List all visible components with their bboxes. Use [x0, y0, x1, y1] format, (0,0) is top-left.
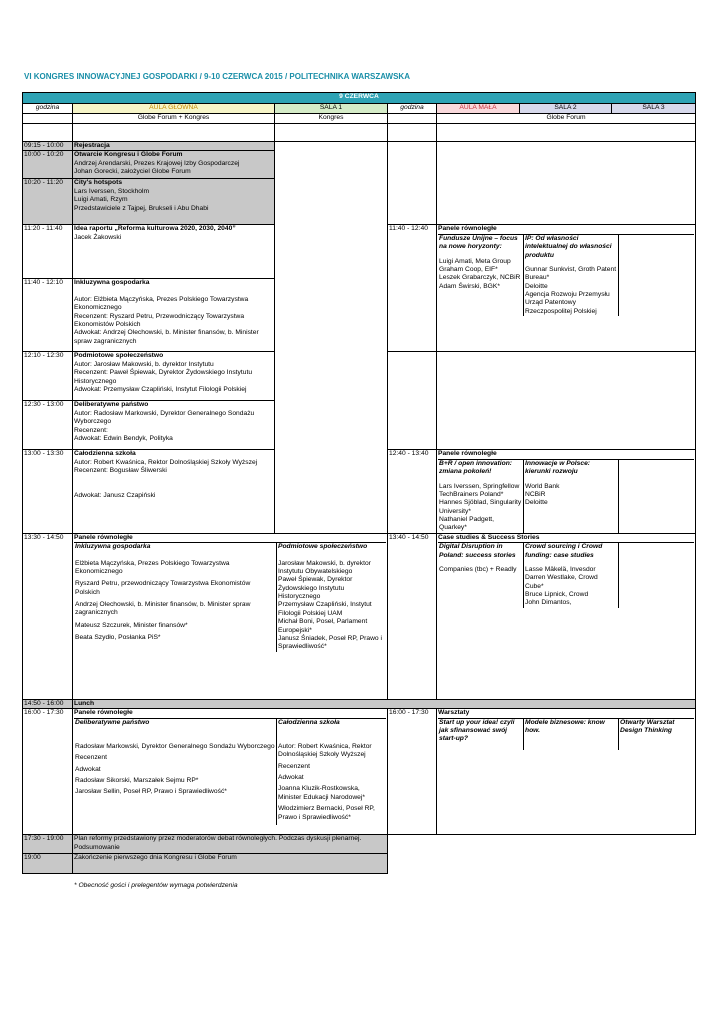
track-title: Fundusze Unijne – focus na nowe horyzonty:: [439, 234, 518, 251]
spacer: [75, 727, 275, 743]
time-cell: 16:00 - 17:30: [23, 709, 73, 835]
col-aula-mala: AULA MAŁA: [437, 104, 520, 114]
speaker-line: Gunnar Sunkvist, Groth Patent Bureau*: [525, 265, 617, 282]
speaker-line: Adwokat: [278, 774, 304, 781]
spacer: [75, 643, 275, 647]
speaker-line: NCBiR: [525, 490, 546, 498]
time-cell: 17:30 - 19:00: [23, 835, 73, 854]
session-line: Autor: Robert Kwaśnica, Rektor Dolnośląskiej Szkoły Wyższej: [74, 458, 258, 466]
speaker-line: Andrzej Olechowski, b. Minister finansów, b. Minister spraw zagranicznych: [75, 601, 251, 617]
speaker-line: Graham Coop, EIF*: [439, 265, 498, 273]
speaker-line: Jarosław Makowski, b. dyrektor Instytutu Obywatelskiego: [278, 559, 371, 575]
inner-columns: [74, 718, 386, 825]
speaker-line: Lasse Mäkelä, Invesdor: [525, 565, 596, 573]
speaker-line: Jarosław Sellin, Poseł RP, Prawo i Sprawiedliwość*: [75, 788, 227, 796]
spacer: [75, 797, 275, 800]
schedule-row: [23, 709, 696, 835]
session-title: Całodzienna szkoła: [74, 450, 136, 458]
speaker-line: Paweł Śpiewak, Dyrektor Żydowskiego Instytutu Historycznego: [278, 576, 353, 600]
panel1-block: [73, 533, 388, 699]
spacer: [75, 552, 275, 560]
session-line: Autor: Radosław Markowski, Dyrektor Generalnego Sondażu Wyborczego: [74, 409, 255, 426]
session-line: Adwokat: Janusz Czapiński: [74, 491, 156, 499]
session-line: Andrzej Arendarski, Prezes Krajowej Izby Gospodarczej: [74, 159, 240, 167]
schedule-row: [23, 114, 696, 124]
panel-b-block: [437, 450, 696, 533]
spacer: [74, 288, 273, 296]
speaker-line: Recenzent: [75, 754, 107, 762]
col-godzina-2: godzina: [388, 104, 437, 114]
speaker-line: Radosław Markowski, Dyrektor Generalnego Sondażu Wyborczego: [75, 742, 275, 750]
speaker-line: Adam Świrski, BGK*: [439, 282, 500, 290]
session-cell: [73, 142, 275, 151]
right-empty: [437, 142, 696, 225]
block-title: Panele równoległe: [438, 225, 497, 233]
panel1-right: [277, 543, 387, 652]
session-title: City's hotspots: [74, 179, 123, 187]
speaker-line: Lars Iverssen, Springfellow: [439, 482, 520, 490]
panel-a-block: [437, 225, 696, 352]
session-line: Recenzent:: [74, 426, 108, 434]
speaker-line: Bruce Lipnick, Crowd: [525, 591, 589, 598]
session-line: Lars Iverssen, Stockholm: [74, 187, 150, 195]
cell: [73, 124, 275, 142]
speaker-line: Hannes Sjöblad, Singularity University*: [439, 499, 522, 515]
lunch-label: Lunch: [73, 699, 696, 708]
session-line: Recenzent: Bogusław Śliwerski: [74, 467, 167, 475]
time-cell: 13:00 - 13:30: [23, 450, 73, 533]
session-line: Johan Gorecki, założyciel Globe Forum: [74, 168, 191, 176]
speaker-line: Adwokat: [75, 765, 101, 773]
col-aula-glowna: AULA GŁÓWNA: [73, 104, 275, 114]
track-title: Digital Disruption in Poland: success stories: [439, 543, 516, 559]
session-title: Inkluzywna gospodarka: [74, 279, 150, 287]
inner-col-1: [438, 543, 524, 608]
cell: [23, 124, 73, 142]
session-cell: [73, 401, 275, 450]
spacer: [278, 727, 385, 743]
track-title: IP: Od własności intelektualnej do własności produktu: [525, 234, 612, 259]
inner-col-1: [438, 459, 524, 533]
cell: [23, 114, 73, 124]
speaker-line: Autor: Robert Kwaśnica, Rektor Dolnośląskiej Szkoły Wyższej: [278, 742, 372, 759]
closing-text: Zakończenie pierwszego dnia Kongresu i Globe Forum: [73, 854, 388, 874]
panel2-right: [277, 718, 387, 825]
session-line: Adwokat: Andrzej Olechowski, b. Minister finansów, b. Minister spraw zagranicznych: [74, 329, 259, 345]
inner-col-3: [619, 543, 695, 608]
track-title: Całodzienna szkoła: [278, 718, 340, 726]
spacer: [278, 822, 385, 825]
sala1-empty: [275, 142, 388, 534]
col-sala2: SALA 2: [520, 104, 612, 114]
track-title: Innowacje w Polsce: kierunki rozwoju: [525, 459, 591, 476]
speaker-line: John Dimantos,: [525, 599, 572, 607]
subheader-left: Globe Forum + Kongres: [73, 114, 275, 124]
track-title: Crowd sourcing i Crowd funding: case studies: [525, 543, 603, 559]
panel2-left: [74, 718, 277, 825]
col-sala1: SALA 1: [275, 104, 388, 114]
inner-col-1: [438, 234, 524, 316]
session-line: Adwokat: Przemysław Czapliński, Instytut Filologii Polskiej: [74, 385, 247, 393]
right-empty: [437, 352, 696, 450]
session-cell: [73, 450, 275, 533]
speaker-line: Leszek Grabarczyk, NCBiR: [439, 274, 521, 282]
speaker-line: Agencja Rozwoju Przemysłu: [525, 291, 610, 298]
summary-text: Plan reformy przedstawiony przez moderatorów debat równoległych. Podczas dyskusji plenarnej. Podsumowanie: [73, 835, 388, 854]
spacer: [439, 744, 522, 750]
panel2-block: [73, 709, 388, 835]
cell: [275, 124, 388, 142]
speaker-line: Joanna Kluzik-Rostkowska, Minister Edukacji Narodowej*: [278, 785, 365, 801]
spacer: [74, 476, 273, 484]
speaker-line: Elżbieta Mączyńska, Prezes Polskiego Towarzystwa Ekonomicznego: [75, 559, 230, 575]
block-title: Panele równoległe: [438, 450, 497, 458]
speaker-line: Beata Szydło, Posłanka PiS*: [75, 634, 161, 642]
speaker-line: World Bank: [525, 482, 560, 490]
time-cell: 09:15 - 10:00: [23, 142, 73, 151]
inner-col-3: [619, 718, 695, 750]
inner-col-3: [619, 234, 695, 316]
session-cell: [73, 179, 275, 225]
right-bottom-empty: [388, 835, 696, 874]
schedule-row: [23, 124, 696, 142]
schedule-row: [23, 699, 696, 708]
track-title: Start up your idea! czyli jak sfinansować swój start-up?: [439, 718, 515, 743]
panel1-left: [74, 543, 277, 652]
time-cell: 13:40 - 14:50: [388, 533, 437, 699]
cell: [388, 114, 437, 124]
time-cell: 16:00 - 17:30: [388, 709, 437, 835]
session-title: Otwarcie Kongresu i Globe Forum: [74, 151, 183, 159]
cell: [388, 124, 437, 142]
workshops-block: [437, 709, 696, 835]
session-line: Recenzent: Ryszard Petru, Przewodniczący Towarzystwa Ekonomistów Polskich: [74, 312, 245, 328]
speaker-line: Companies (tbc) + Readly: [439, 565, 517, 573]
time-cell: 10:00 - 10:20: [23, 151, 73, 179]
spacer: [74, 484, 273, 492]
track-title: Inkluzywna gospodarka: [75, 543, 151, 551]
speaker-line: Recenzent: [278, 762, 310, 770]
session-title: Rejestracja: [74, 142, 110, 149]
inner-row: [438, 234, 694, 316]
time-cell: 12:30 - 13:00: [23, 401, 73, 450]
document-heading: VI KONGRES INNOWACYJNEJ GOSPODARKI / 9-10 CZERWCA 2015 / POLITECHNIKA WARSZAWSKA: [24, 72, 410, 81]
speaker-line: Luigi Amati, Meta Group: [439, 257, 511, 265]
col-sala3: SALA 3: [612, 104, 696, 114]
time-cell: 11:20 - 11:40: [23, 225, 73, 279]
col-godzina: godzina: [23, 104, 73, 114]
schedule-row: [23, 104, 696, 114]
inner-columns: [438, 234, 694, 316]
schedule-table: [22, 92, 696, 874]
session-line: Luigi Amati, Rzym: [74, 196, 128, 204]
block-title: Panele równoległe: [74, 709, 133, 717]
speaker-line: TechBrainers Poland*: [439, 490, 504, 498]
inner-col-2: [524, 543, 619, 608]
right-time-empty: [388, 352, 437, 450]
session-title: Idea raportu „Reforma kulturowa 2020, 2030, 2040”: [74, 225, 236, 233]
speaker-line: Janusz Śniadek, Poseł RP, Prawo i Sprawiedliwość*: [278, 634, 382, 651]
schedule-row: [23, 93, 696, 104]
speaker-line: Mateusz Szczurek, Minister finansów*: [75, 621, 188, 629]
inner-col-1: [438, 718, 524, 750]
session-line: Autor: Elżbieta Mączyńska, Prezes Polskiego Towarzystwa Ekonomicznego: [74, 295, 249, 312]
session-title: Deliberatywne państwo: [74, 401, 149, 409]
inner-row: [74, 543, 386, 652]
subheader-sala1: Kongres: [275, 114, 388, 124]
session-line: Przedstawiciele z Tajpej, Brukseli i Abu Dhabi: [74, 204, 209, 212]
time-cell: 10:20 - 11:20: [23, 179, 73, 225]
footnote: * Obecność gości i prelegentów wymaga potwierdzenia: [74, 882, 238, 889]
speaker-line: Włodzimierz Bernacki, Poseł RP, Prawo i Sprawiedliwość*: [278, 805, 375, 821]
speaker-line: Urząd Patentowy Rzeczpospolitej Polskiej: [525, 299, 597, 315]
speaker-line: Ryszard Petru, przewodniczący Towarzystwa Ekonomistów Polskich: [75, 580, 251, 596]
inner-columns: [438, 459, 694, 533]
spacer: [278, 552, 385, 560]
session-line: Jacek Żakowski: [74, 233, 122, 241]
speaker-line: Michał Boni, Poseł, Parlament Europejski*: [278, 618, 368, 634]
speaker-line: Deloitte: [525, 282, 548, 290]
speaker-line: Radosław Sikorski, Marszałek Sejmu RP*: [75, 777, 199, 784]
time-cell: 11:40 - 12:10: [23, 279, 73, 352]
time-cell: 12:40 - 13:40: [388, 450, 437, 533]
session-line: Adwokat: Edwin Bendyk, Polityka: [74, 434, 173, 442]
session-cell: [73, 279, 275, 352]
inner-row: [438, 459, 694, 533]
inner-col-2: [524, 234, 619, 316]
block-title: Case studies & Success Stories: [438, 533, 540, 541]
session-line: Autor: Jarosław Makowski, b. dyrektor Instytutu: [74, 360, 214, 368]
track-title: Deliberatywne państwo: [75, 718, 150, 726]
schedule-row: [23, 142, 696, 151]
time-cell: 14:50 - 16:00: [23, 699, 73, 708]
track-title: Otwarty Warsztat Design Thinking: [620, 718, 675, 734]
session-cell: [73, 352, 275, 401]
right-time-empty: [388, 142, 437, 225]
speaker-line: Darren Westlake, Crowd Cube*: [525, 574, 598, 590]
time-cell: 19:00: [23, 854, 73, 874]
time-cell: 11:40 - 12:40: [388, 225, 437, 352]
time-cell: 13:30 - 14:50: [23, 533, 73, 699]
speaker-line: Przemysław Czapliński, Instytut Filologii Polskiej UAM: [278, 601, 372, 617]
inner-row: [438, 718, 694, 750]
session-cell: [73, 225, 275, 279]
speaker-line: Deloitte: [525, 499, 548, 507]
time-cell: 12:10 - 12:30: [23, 352, 73, 401]
session-title: Podmiotowe społeczeństwo: [74, 352, 164, 360]
session-cell: [73, 151, 275, 179]
inner-columns: [74, 542, 386, 652]
subheader-right: Globe Forum: [437, 114, 696, 124]
inner-col-2: [524, 459, 619, 533]
schedule-row: [23, 835, 696, 854]
track-title: Modele biznesowe: know how.: [525, 718, 605, 734]
inner-col-2: [524, 718, 619, 750]
track-title: Podmiotowe społeczeństwo: [278, 543, 368, 551]
case-block: [437, 533, 696, 699]
inner-row: [74, 718, 386, 825]
schedule-row: [23, 533, 696, 699]
date-banner: 9 CZERWCA: [23, 93, 696, 104]
block-title: Panele równoległe: [74, 533, 133, 541]
cell: [437, 124, 696, 142]
session-line: Recenzent: Paweł Śpiewak, Dyrektor Żydowskiego Instytutu Historycznego: [74, 369, 253, 385]
inner-col-3: [619, 459, 695, 533]
track-title: B+R / open innovation: zmiana pokoleń!: [439, 459, 513, 476]
block-title: Warsztaty: [438, 709, 470, 717]
inner-row: [438, 543, 694, 608]
inner-columns: [438, 542, 694, 608]
speaker-line: Nathaniel Padgett, Quarkey*: [439, 516, 495, 532]
inner-columns: [438, 718, 694, 750]
spacer: [525, 735, 617, 741]
